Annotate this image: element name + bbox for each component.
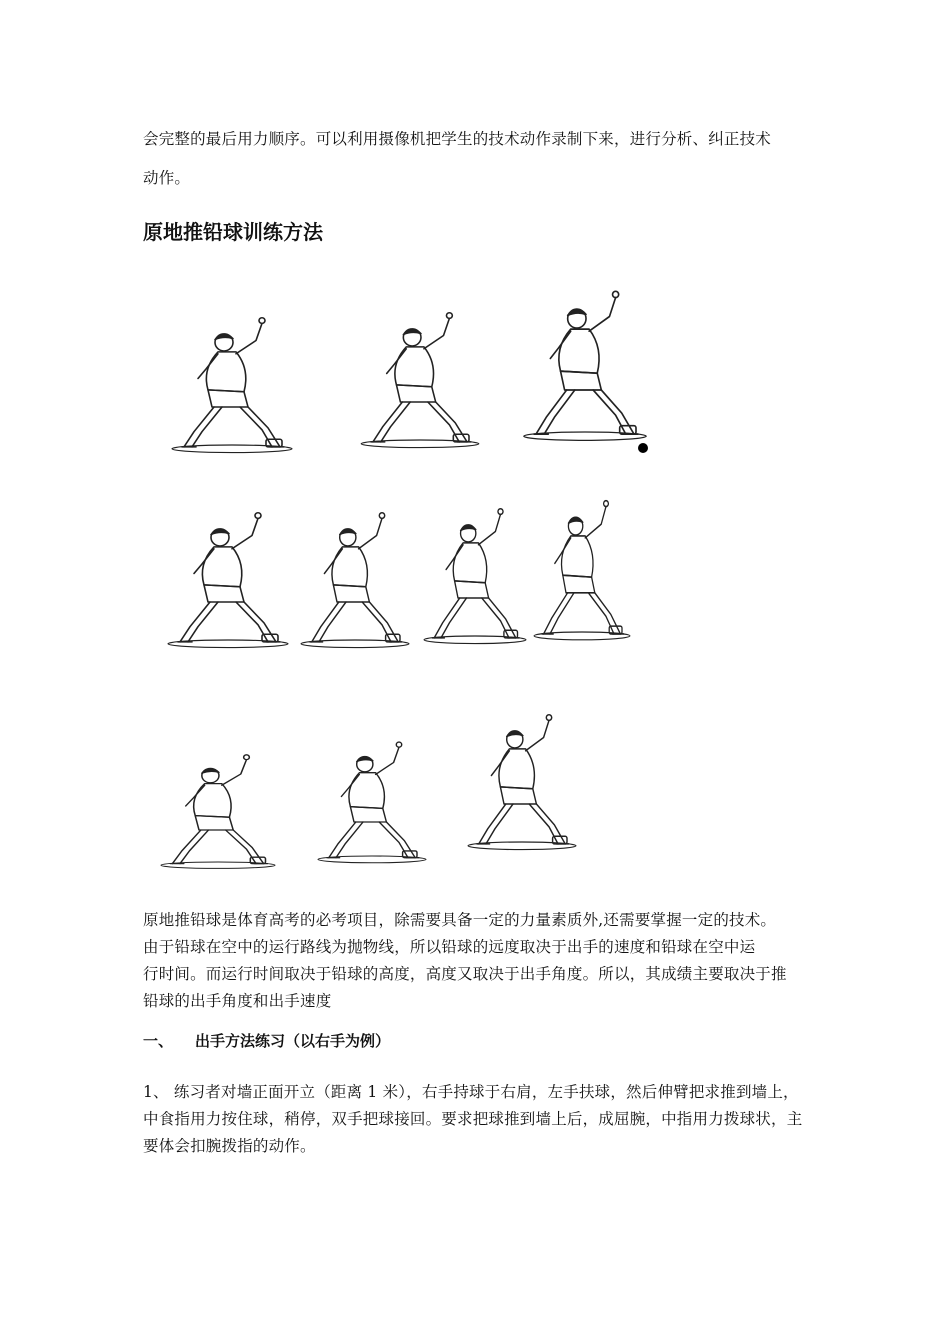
shot-put-athlete-icon bbox=[172, 318, 292, 453]
paragraph1-line-3: 行时间。而运行时间取决于铅球的高度，高度又取决于出手角度。所以，其成绩主要取决于推 bbox=[143, 965, 787, 983]
paragraph1-line-1: 原地推铅球是体育高考的必考项目，除需要具备一定的力量素质外,还需要掌握一定的技术。 bbox=[143, 911, 777, 929]
subsection-title: 出手方法练习（以右手为例） bbox=[195, 1032, 391, 1050]
intro-line-1: 会完整的最后用力顺序。可以利用摄像机把学生的技术动作录制下来，进行分析、纠正技术 bbox=[143, 130, 772, 148]
shot-put-athlete-icon bbox=[424, 509, 526, 644]
shot-put-athlete-icon bbox=[301, 513, 409, 648]
section-title: 原地推铅球训练方法 bbox=[143, 220, 323, 244]
shot-put-athlete-icon bbox=[468, 715, 576, 850]
paragraph2-line-1: 1、 练习者对墙正面开立（距离 1 米），右手持球于右肩，左手扶球，然后伸臂把求推到墙上， bbox=[143, 1083, 799, 1101]
shot-put-athlete-icon bbox=[361, 313, 479, 448]
shot-put-ball-icon bbox=[638, 443, 648, 453]
intro-line-2: 动作。 bbox=[143, 169, 191, 187]
shot-put-athlete-icon bbox=[161, 755, 275, 869]
subsection-heading bbox=[143, 1030, 390, 1051]
paragraph1-line-2: 由于铅球在空中的运行路线为抛物线，所以铅球的远度取决于出手的速度和铅球在空中运 bbox=[143, 938, 756, 956]
subsection-number: 一、 bbox=[143, 1032, 174, 1050]
paragraph2-line-3: 要体会扣腕拨指的动作。 bbox=[143, 1137, 316, 1155]
figure-row-1 bbox=[172, 291, 648, 453]
paragraph1-line-4: 铅球的出手角度和出手速度 bbox=[143, 992, 332, 1010]
shot-put-athlete-icon bbox=[524, 291, 646, 440]
figure-row-2 bbox=[168, 501, 630, 648]
shot-put-athlete-icon bbox=[168, 513, 288, 648]
shot-put-athlete-icon bbox=[318, 742, 426, 863]
figure-row-3 bbox=[161, 715, 576, 869]
paragraph2-line-2: 中食指用力按住球，稍停，双手把球接回。要求把球推到墙上后，成屈腕，中指用力拨球状，主 bbox=[143, 1110, 803, 1128]
shot-put-athlete-icon bbox=[534, 501, 630, 640]
